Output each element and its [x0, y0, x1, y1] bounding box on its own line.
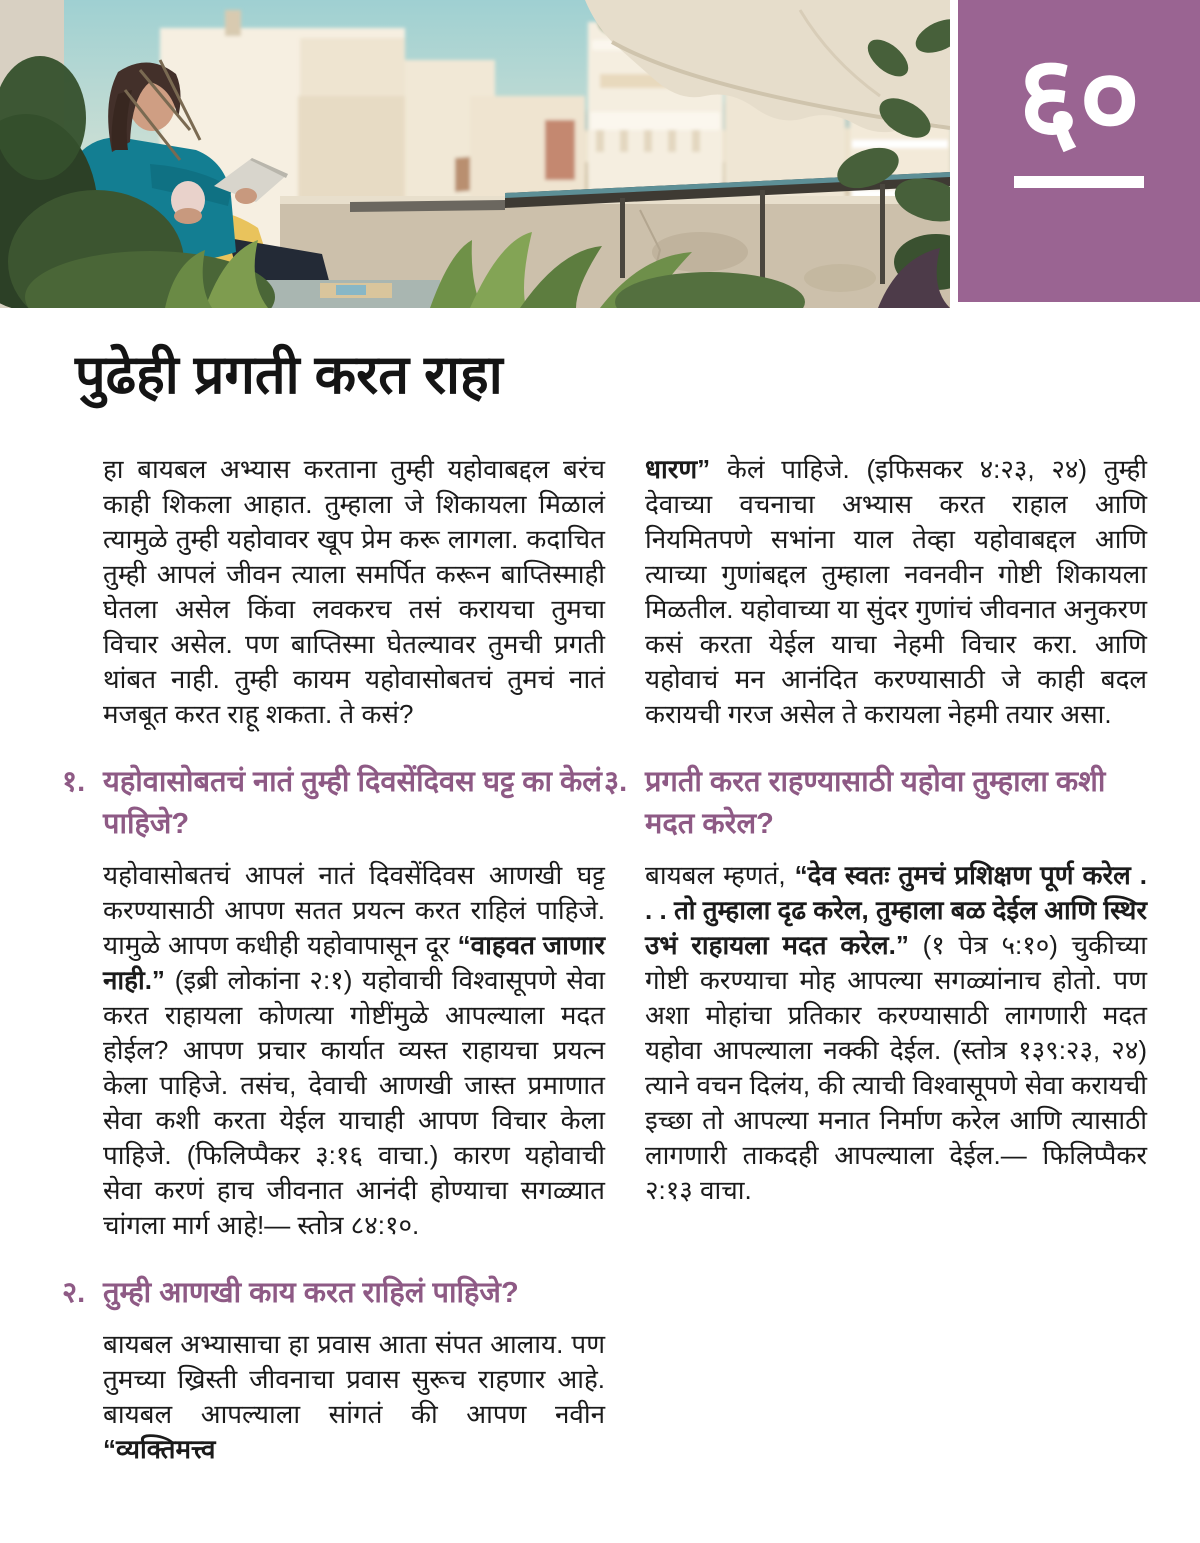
column-left — [62, 452, 605, 1467]
page-title: पुढेही प्रगती करत राहा — [75, 345, 503, 405]
question-number: १. — [62, 766, 86, 798]
bold-scripture-phrase: “देव स्वतः तुमचं प्रशिक्षण पूर्ण करेल . . . तो तुम्हाला दृढ करेल, तुम्हाला बळ देईल आणि स्थिर उभं राहायला मदत करेल.” — [645, 860, 1147, 960]
paragraph-text: (इब्री लोकांना २:१) यहोवाची विश्वासूपणे सेवा करत राहायला कोणत्या गोष्टींमुळे आपल्याला मदत होईल? आपण प्रचार कार्यात व्यस्त राहायचा प्रयत्न केला पाहिजे. तसंच, देवाची आणखी जास्त प्रमाणात सेवा कशी करता येईल याचाही आपण विचार केला पाहिजे. (फिलिप्पैकर ३:१६ वाचा.) कारण यहोवाची सेवा करणं हाच जीवनात आनंदी होण्याचा सगळ्यात चांगला मार्ग आहे!— स्तोत्र ८४:१०. — [103, 965, 605, 1240]
body-paragraph — [645, 452, 1147, 732]
hero-photo-illustration — [0, 0, 950, 308]
question-text: यहोवासोबतचं नातं तुम्ही दिवसेंदिवस घट्ट का केलं पाहिजे? — [103, 766, 602, 840]
paragraph-text: बायबल अभ्यासाचा हा प्रवास आता संपत आलाय. पण तुमच्या ख्रिस्ती जीवनाचा प्रवास सुरूच राहणार आहे. बायबल आपल्याला सांगतं की आपण नवीन — [103, 1329, 605, 1429]
lesson-number-underline — [1014, 176, 1144, 188]
lesson-number-box — [958, 0, 1200, 302]
body-paragraph — [103, 452, 605, 732]
question-number: ३. — [604, 766, 628, 798]
lesson-number: ६० — [1017, 29, 1141, 167]
paragraph-text: हा बायबल अभ्यास करताना तुम्ही यहोवाबद्दल बरंच काही शिकला आहात. तुम्हाला जे शिकायला मिळालं त्यामुळे तुम्ही यहोवावर खूप प्रेम करू लागला. कदाचित तुम्ही आपलं जीवन त्याला समर्पित करून बाप्तिस्माही घेतला असेल किंवा लवकरच तसं करायचा तुमचा विचार असेल. पण बाप्तिस्मा घेतल्यावर तुमची प्रगती थांबत नाही. तुम्ही कायम यहोवासोबतचं तुमचं नातं मजबूत करत राहू शकता. ते कसं? — [103, 454, 605, 729]
paragraph-text: केलं पाहिजे. (इफिसकर ४:२३, २४) तुम्ही देवाच्या वचनाचा अभ्यास करत राहाल आणि नियमितपणे सभांना याल तेव्हा यहोवाबद्दल आणि त्याच्या गुणांबद्दल तुम्हाला नवनवीन गोष्टी शिकायला मिळतील. यहोवाच्या या सुंदर गुणांचं जीवनात अनुकरण कसं करता येईल याचा नेहमी विचार करा. आणि यहोवाचं मन आनंदित करण्यासाठी जे काही बदल करायची गरज असेल ते करायला नेहमी तयार असा. — [645, 454, 1147, 729]
hero-photo — [0, 0, 950, 308]
question-heading — [62, 1272, 605, 1314]
paragraph-text: (१ पेत्र ५:१०) चुकीच्या गोष्टी करण्याचा मोह आपल्या सगळ्यांनाच होतो. पण अशा मोहांचा प्रतिकार करण्यासाठी लागणारी मदत यहोवा आपल्याला नक्की देईल. (स्तोत्र १३९:२३, २४) त्याने वचन दिलंय, की त्याची विश्वासूपणे सेवा करायची इच्छा तो आपल्या मनात निर्माण करेल आणि त्यासाठी लागणारी ताकदही आपल्याला देईल.— फिलिप्पैकर २:१३ वाचा. — [645, 930, 1147, 1205]
body-paragraph — [645, 858, 1147, 1208]
question-text: तुम्ही आणखी काय करत राहिलं पाहिजे? — [103, 1277, 519, 1309]
question-text: प्रगती करत राहण्यासाठी यहोवा तुम्हाला कशी मदत करेल? — [645, 766, 1106, 840]
body-paragraph — [103, 1327, 605, 1467]
column-right — [604, 452, 1147, 1208]
body-paragraph — [103, 858, 605, 1243]
paragraph-text: यहोवासोबतचं आपलं नातं दिवसेंदिवस आणखी घट्ट करण्यासाठी आपण सतत प्रयत्न करत राहिलं पाहिजे. यामुळे आपण कधीही यहोवापासून दूर — [103, 860, 605, 960]
question-heading — [62, 761, 605, 845]
bold-scripture-phrase: “वाहवत जाणार नाही.” — [103, 930, 605, 995]
question-number: २. — [62, 1277, 86, 1309]
paragraph-text: बायबल म्हणतं, — [645, 860, 795, 890]
bold-scripture-phrase: धारण” — [645, 454, 711, 484]
bold-scripture-phrase: “व्यक्तिमत्त्व — [103, 1434, 216, 1464]
question-heading — [604, 761, 1147, 845]
